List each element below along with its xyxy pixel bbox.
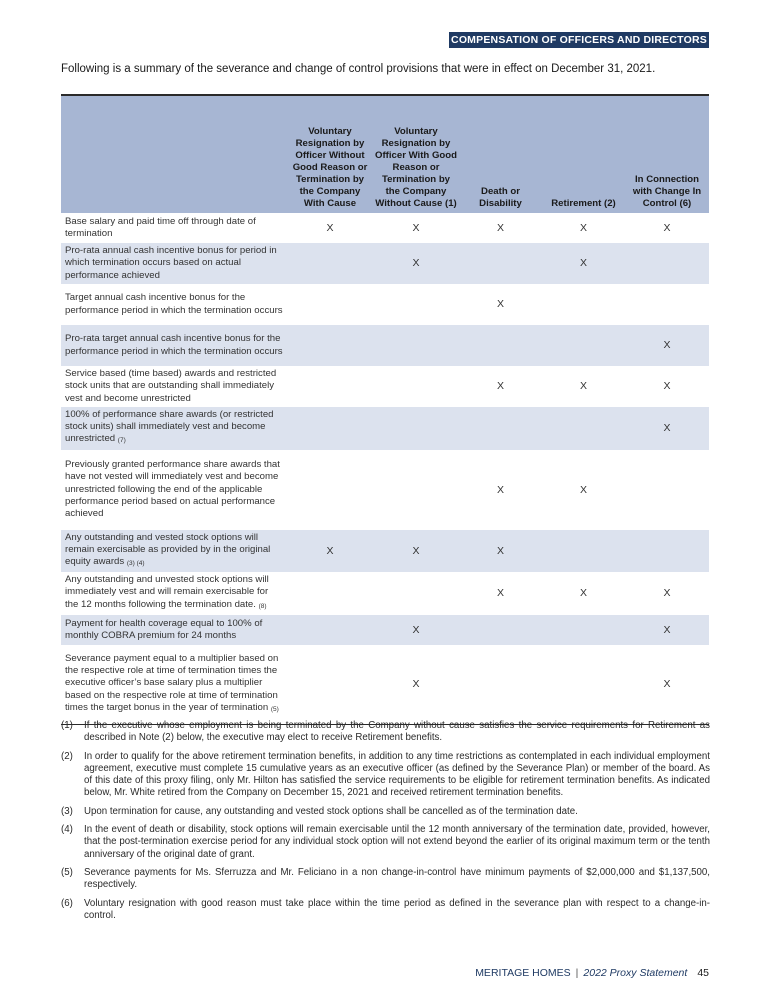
provision-cell: [373, 572, 459, 615]
provision-cell: [287, 325, 373, 366]
footnote-text: Voluntary resignation with good reason must take place within the time period as defined in the severance plan with respect to a change-in-control.: [84, 897, 710, 921]
footnote-text: If the executive whose employment is being terminated by the Company without cause satisfies the service requirements for Retirement as described in Note (2) below, the executive may elect to receive Retirement benefits.: [84, 720, 710, 744]
provision-cell: [287, 450, 373, 530]
provision-cell: [373, 325, 459, 366]
provision-cell: [625, 450, 709, 530]
footnote-number: (1): [61, 720, 73, 731]
table-row: [61, 450, 709, 530]
provision-cell: [287, 407, 373, 450]
provision-cell: X: [326, 544, 334, 557]
row-label: [61, 243, 287, 284]
footnote-number: (5): [61, 866, 73, 878]
footnote-number: (2): [61, 750, 73, 762]
provision-cell: X: [663, 339, 671, 352]
table-row: [61, 366, 709, 407]
table-body: [61, 213, 709, 725]
provision-cell: [287, 615, 373, 645]
provision-cell: X: [326, 221, 334, 234]
provision-cell: X: [663, 422, 671, 435]
row-label: [61, 450, 287, 530]
provision-cell: [287, 572, 373, 615]
provision-cell: [373, 407, 459, 450]
provision-cell: X: [579, 380, 587, 393]
footnote-number: (3): [61, 805, 73, 817]
provision-cell: [373, 450, 459, 530]
footnote-ref: (5): [270, 705, 279, 713]
provision-cell: [459, 615, 542, 645]
table-row: [61, 530, 709, 573]
provision-cell: [542, 325, 625, 366]
page-footer: [475, 967, 709, 979]
footnote-number: (4): [61, 824, 73, 836]
severance-table: [61, 94, 709, 725]
footnote-number: (6): [61, 897, 73, 909]
row-label: [61, 572, 287, 615]
footnote-ref: (8): [258, 602, 267, 610]
intro-paragraph: Following is a summary of the severance and change of control provisions that were in effect on December 31, 2021.: [61, 63, 656, 75]
provision-cell: [542, 645, 625, 725]
row-label: [61, 530, 287, 573]
provision-cell: [287, 645, 373, 725]
row-label-text: Any outstanding and vested stock options will remain exercisable as provided by in the original equity awards: [65, 531, 271, 568]
footer-separator: |: [575, 967, 579, 979]
footnote: [61, 867, 710, 892]
provision-cell: X: [496, 221, 504, 234]
table-row: [61, 407, 709, 450]
footnote: [61, 898, 710, 923]
footer-doc-title: 2022 Proxy Statement: [583, 967, 688, 979]
column-header: Death or Disability: [459, 95, 542, 213]
severance-table-container: [61, 94, 709, 725]
row-label-text: Service based (time based) awards and restricted stock units that are outstanding shall immediately vest and become unrestricted: [65, 368, 277, 404]
row-label-text: Payment for health coverage equal to 100% of monthly COBRA premium for 24 months: [65, 617, 263, 641]
provision-cell: [542, 284, 625, 325]
row-label: [61, 615, 287, 645]
provision-cell: [287, 284, 373, 325]
row-label: [61, 366, 287, 407]
provision-cell: [459, 325, 542, 366]
provision-cell: X: [579, 587, 587, 600]
row-label: [61, 325, 287, 366]
footnote-ref: (3) (4): [126, 560, 145, 568]
provision-cell: [625, 243, 709, 284]
provision-cell: [459, 407, 542, 450]
provision-cell: X: [663, 221, 671, 234]
provision-cell: X: [663, 587, 671, 600]
footnote-text: Severance payments for Ms. Sferruzza and Mr. Feliciano in a non change-in-control have minimum payments of $2,000,000 and $1,137,500, respectively.: [84, 866, 710, 891]
table-header-row: [61, 95, 709, 213]
column-header: Voluntary Resignation by Officer With Good Reason or Termination by the Company Without Cause (1): [373, 95, 459, 213]
provision-cell: X: [496, 587, 504, 600]
row-label-text: Severance payment equal to a multiplier based on the respective role at time of termination times the executive officer’s base salary plus a multiplier based on the respective role at time of termination times the target bonus in the year of termination: [65, 653, 279, 713]
provision-cell: X: [412, 221, 420, 234]
provision-cell: [287, 366, 373, 407]
provision-cell: X: [496, 380, 504, 393]
column-header: Retirement (2): [542, 95, 625, 213]
row-label-text: Target annual cash incentive bonus for the performance period in which the termination occurs: [65, 292, 283, 316]
footnote-text: In the event of death or disability, stock options will remain exercisable until the 12 month anniversary of the termination date, provided, however, that the post-termination exercise period for any individual stock option will not extend beyond the earlier of its original maximum term or the tenth anniversary of the original date of grant.: [84, 824, 710, 860]
provision-cell: X: [625, 645, 709, 725]
footnote: [61, 720, 710, 745]
provision-cell: [542, 530, 625, 573]
column-header: Voluntary Resignation by Officer Without Good Reason or Termination by the Company With Cause: [287, 95, 373, 213]
provision-cell: [542, 407, 625, 450]
table-row: [61, 645, 709, 725]
row-label-text: 100% of performance share awards (or restricted stock units) shall immediately vest and become unrestricted: [65, 409, 274, 445]
provision-cell: [373, 366, 459, 407]
section-banner: COMPENSATION OF OFFICERS AND DIRECTORS: [449, 32, 709, 48]
provision-cell: X: [496, 544, 504, 557]
provision-cell: [373, 284, 459, 325]
footnote: [61, 824, 710, 861]
table-row: [61, 572, 709, 615]
provision-cell: [459, 645, 542, 725]
table-row: [61, 615, 709, 645]
row-label: [61, 645, 287, 725]
provision-cell: [287, 243, 373, 284]
provision-cell: [625, 530, 709, 573]
provision-cell: X: [663, 380, 671, 393]
provision-cell: X: [663, 623, 671, 636]
row-label: [61, 407, 287, 450]
table-row: [61, 213, 709, 243]
provision-cell: X: [496, 483, 504, 496]
page-number: 45: [697, 967, 709, 979]
table-row: [61, 284, 709, 325]
column-header: In Connection with Change In Control (6): [625, 95, 709, 213]
footnotes: [61, 720, 710, 928]
footnote-text: Upon termination for cause, any outstanding and vested stock options shall be cancelled as of the termination date.: [84, 805, 578, 817]
footer-company: MERITAGE HOMES: [475, 967, 571, 979]
row-label-text: Pro-rata target annual cash incentive bonus for the performance period in which the termination occurs: [65, 333, 283, 357]
footnote-text: In order to qualify for the above retirement termination benefits, in addition to any time restrictions as contemplated in each individual employment agreement, executive must complete 15 cumulative years as an executive officer (as defined by the Severance Plan) or member of the board. As of this date of this proxy filing, only Mr. Hilton has satisfied the service requirements to be eligible for retirement termination benefits. As indicated below, Mr. White retired from the Company on December 15, 2021 and received retirement termination benefits.: [84, 750, 710, 799]
provision-cell: X: [579, 221, 587, 234]
table-row: [61, 325, 709, 366]
provision-cell: X: [579, 483, 587, 496]
row-label-text: Previously granted performance share awards that have not vested will immediately vest and become unrestricted following the end of the applicable performance period based on actual performance achieved: [65, 459, 280, 519]
provision-cell: [459, 243, 542, 284]
footnote-ref: (7): [117, 437, 126, 445]
provision-cell: X: [412, 257, 420, 270]
provision-cell: [542, 615, 625, 645]
column-header: [61, 95, 287, 213]
row-label: [61, 213, 287, 243]
provision-cell: X: [579, 257, 587, 270]
row-label-text: Pro-rata annual cash incentive bonus for period in which termination occurs based on actual performance achieved: [65, 245, 277, 281]
row-label: [61, 284, 287, 325]
footnote: [61, 806, 710, 818]
footnote: [61, 751, 710, 800]
provision-cell: X: [412, 623, 420, 636]
provision-cell: X: [373, 645, 459, 725]
table-row: [61, 243, 709, 284]
row-label-text: Any outstanding and unvested stock options will immediately vest and will remain exercisable for the 12 months following the termination date.: [65, 574, 269, 610]
provision-cell: [625, 284, 709, 325]
provision-cell: X: [496, 298, 504, 311]
row-label-text: Base salary and paid time off through date of termination: [65, 215, 256, 239]
provision-cell: X: [412, 544, 420, 557]
